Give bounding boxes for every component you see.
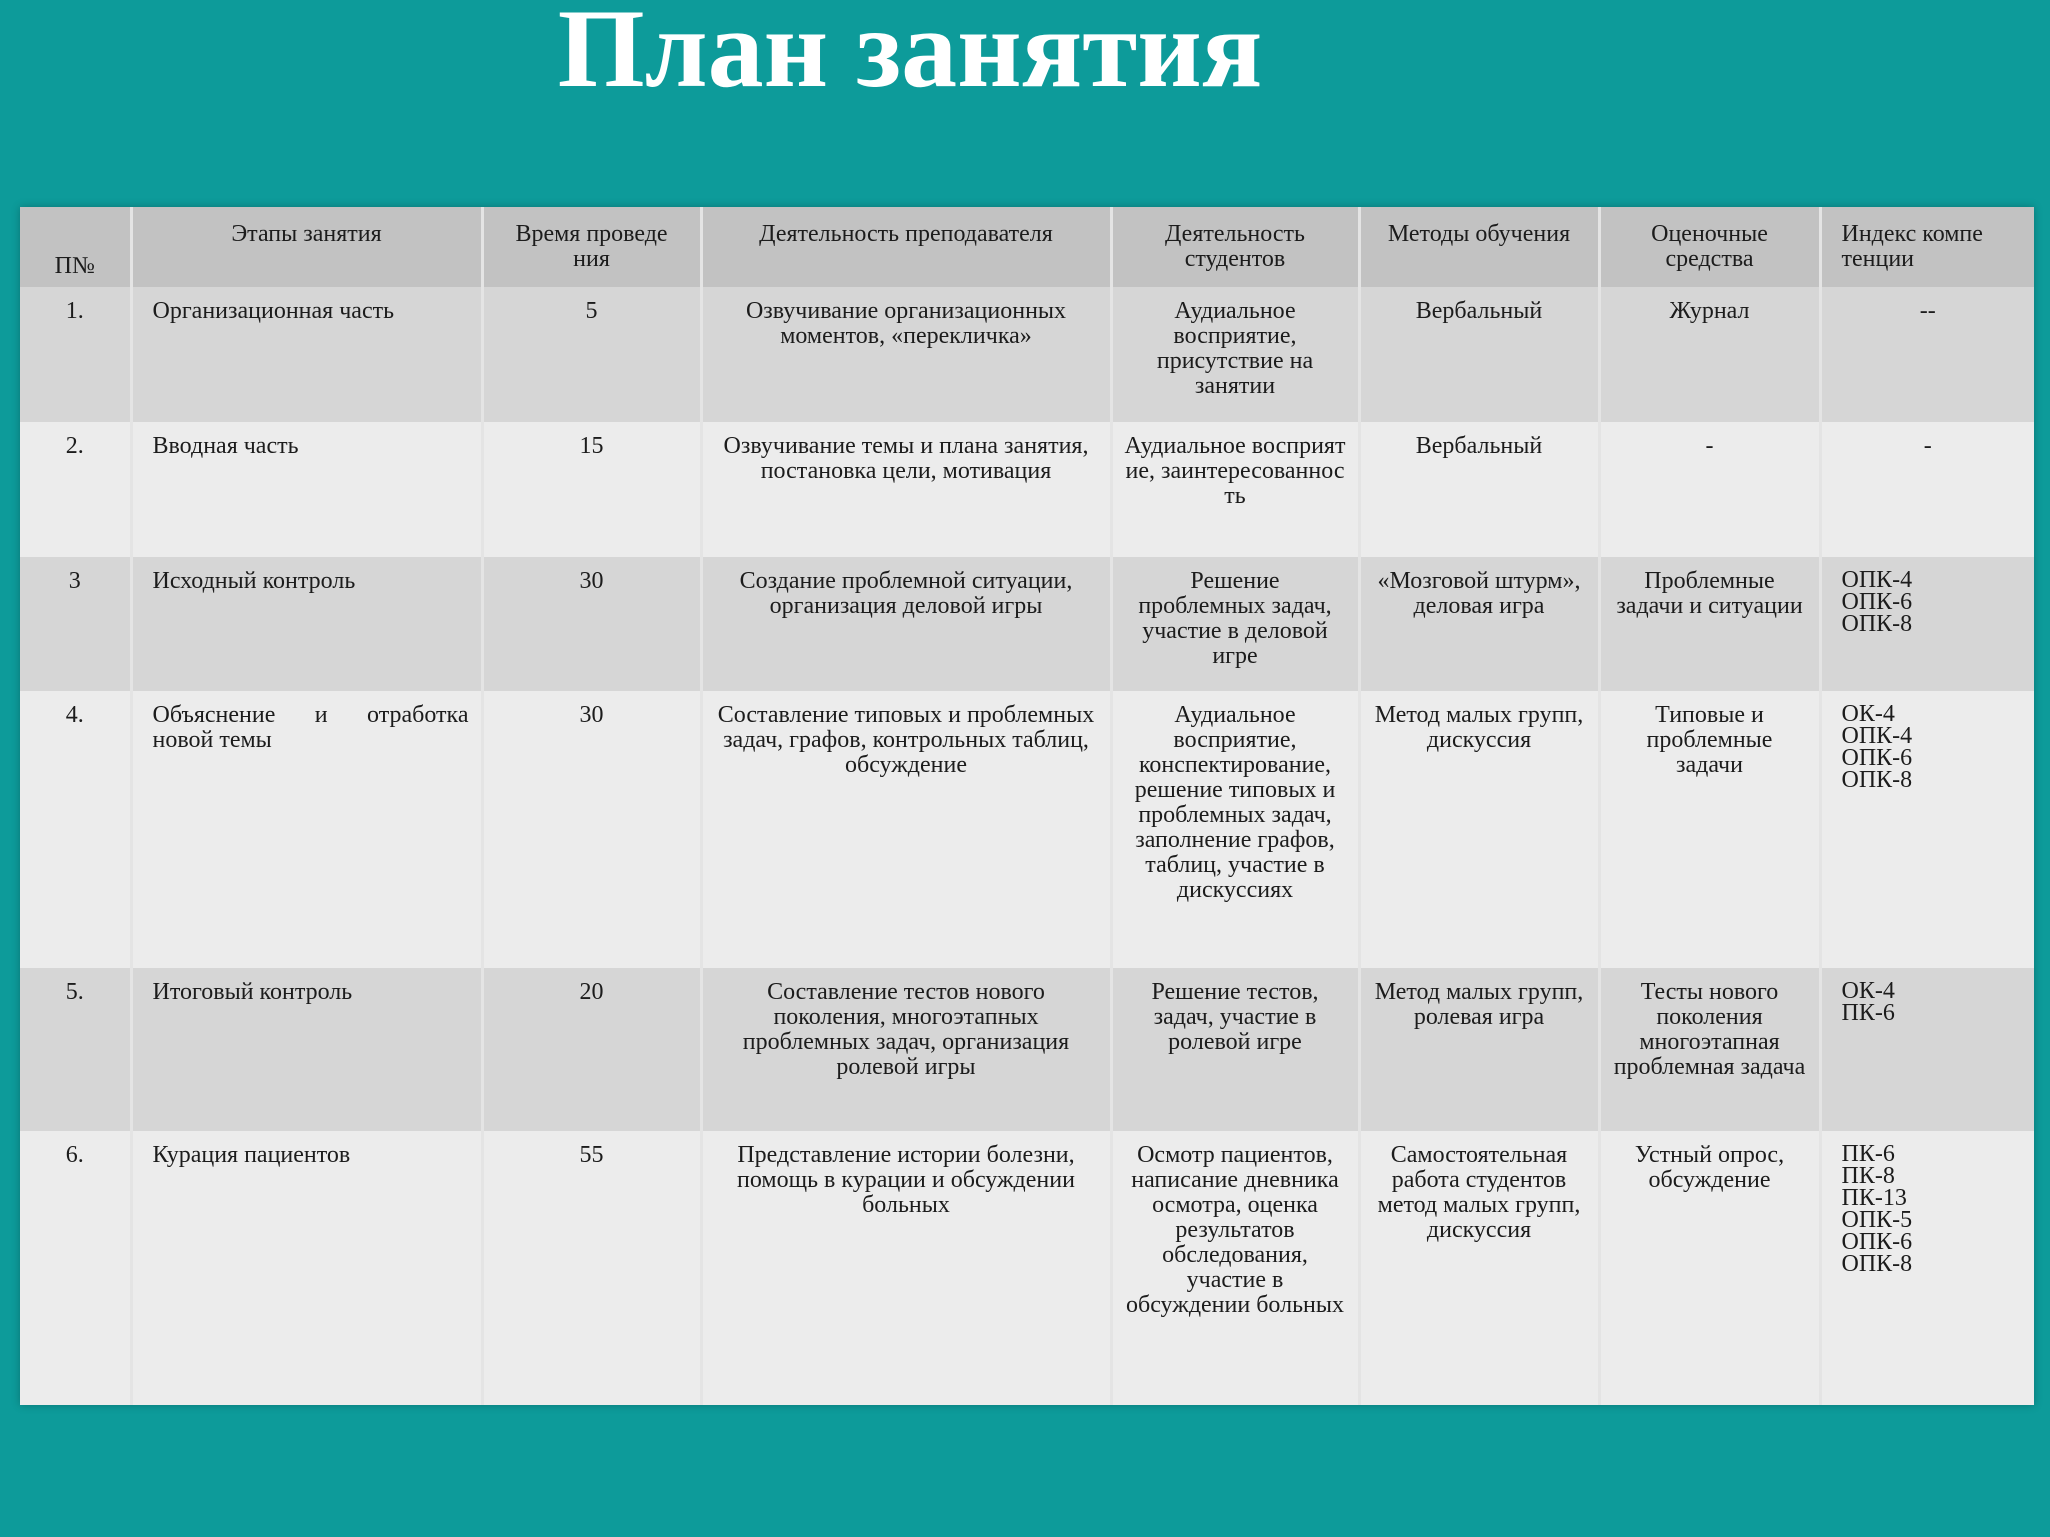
- header-stage: Этапы занятия: [131, 207, 482, 287]
- cell-assessment: Тесты нового поколения многоэтапная проблемная задача: [1599, 968, 1820, 1131]
- cell-teacher-activity: Составление типовых и проблемных задач, графов, контрольных таблиц, обсуждение: [701, 691, 1111, 968]
- table-header-row: [20, 207, 2034, 287]
- cell-student-activity: Решение проблемных задач, участие в деловой игре: [1111, 557, 1359, 691]
- header-assessment: Оценочные средства: [1599, 207, 1820, 287]
- cell-student-activity: Решение тестов, задач, участие в ролевой игре: [1111, 968, 1359, 1131]
- cell-time: 55: [482, 1131, 701, 1405]
- cell-student-activity: Осмотр пациентов, написание дневника осмотра, оценка результатов обследования, участие в обсуждении больных: [1111, 1131, 1359, 1405]
- cell-stage: Исходный контроль: [131, 557, 482, 691]
- lesson-plan-sheet: [20, 207, 2034, 1405]
- table-row: [20, 557, 2034, 691]
- cell-teacher-activity: Озвучивание темы и плана занятия, постановка цели, мотивация: [701, 422, 1111, 557]
- cell-time: 15: [482, 422, 701, 557]
- cell-number: 4.: [20, 691, 131, 968]
- cell-student-activity: Аудиальное восприятие, заинтересованность: [1111, 422, 1359, 557]
- cell-time: 30: [482, 557, 701, 691]
- cell-competence: ОК-4 ОПК-4 ОПК-6 ОПК-8: [1841, 701, 1913, 793]
- header-student-activity: Деятельность студентов: [1111, 207, 1359, 287]
- lesson-plan-table: [20, 207, 2034, 1405]
- cell-teacher-activity: Озвучивание организационных моментов, «перекличка»: [701, 287, 1111, 422]
- header-methods: Методы обучения: [1359, 207, 1599, 287]
- header-teacher-activity: Деятельность преподавателя: [701, 207, 1111, 287]
- table-row: [20, 1131, 2034, 1405]
- table-row: [20, 968, 2034, 1131]
- cell-stage: Организационная часть: [131, 287, 482, 422]
- cell-methods: Метод малых групп, дискуссия: [1359, 691, 1599, 968]
- header-time: Время проведе ния: [482, 207, 701, 287]
- cell-number: 6.: [20, 1131, 131, 1405]
- cell-methods: Самостоятельная работа студентов метод малых групп, дискуссия: [1359, 1131, 1599, 1405]
- cell-time: 20: [482, 968, 701, 1131]
- cell-assessment: Проблемные задачи и ситуации: [1599, 557, 1820, 691]
- cell-stage: Вводная часть: [131, 422, 482, 557]
- table-row: [20, 287, 2034, 422]
- cell-competence: ОК-4 ПК-6: [1841, 978, 1895, 1026]
- cell-assessment: Журнал: [1599, 287, 1820, 422]
- cell-assessment: Типовые и проблемные задачи: [1599, 691, 1820, 968]
- cell-methods: Вербальный: [1359, 422, 1599, 557]
- page-title: План занятия: [557, 0, 1263, 111]
- cell-number: 2.: [20, 422, 131, 557]
- cell-assessment: Устный опрос, обсуждение: [1599, 1131, 1820, 1405]
- table-row: [20, 422, 2034, 557]
- cell-number: 1.: [20, 287, 131, 422]
- cell-teacher-activity: Составление тестов нового поколения, многоэтапных проблемных задач, организация ролевой игры: [701, 968, 1111, 1131]
- cell-number: 5.: [20, 968, 131, 1131]
- cell-assessment: -: [1599, 422, 1820, 557]
- cell-methods: Метод малых групп, ролевая игра: [1359, 968, 1599, 1131]
- header-competence: Индекс компе тенции: [1841, 221, 1983, 272]
- cell-teacher-activity: Представление истории болезни, помощь в курации и обсуждении больных: [701, 1131, 1111, 1405]
- cell-number: 3: [20, 557, 131, 691]
- cell-student-activity: Аудиальное восприятие, присутствие на занятии: [1111, 287, 1359, 422]
- cell-competence: ПК-6 ПК-8 ПК-13 ОПК-5 ОПК-6 ОПК-8: [1841, 1141, 1913, 1277]
- header-number: П№: [20, 207, 131, 287]
- cell-time: 30: [482, 691, 701, 968]
- cell-methods: Вербальный: [1359, 287, 1599, 422]
- cell-teacher-activity: Создание проблемной ситуации, организация деловой игры: [701, 557, 1111, 691]
- cell-time: 5: [482, 287, 701, 422]
- cell-methods: «Мозговой штурм», деловая игра: [1359, 557, 1599, 691]
- cell-competence: -: [1923, 433, 1932, 459]
- cell-stage: Курация пациентов: [131, 1131, 482, 1405]
- cell-student-activity: Аудиальное восприятие, конспектирование, решение типовых и проблемных задач, заполнение графов, таблиц, участие в дискуссиях: [1111, 691, 1359, 968]
- cell-stage: Объяснение и отработка новой темы: [131, 691, 482, 968]
- cell-competence: ОПК-4 ОПК-6 ОПК-8: [1841, 567, 1913, 637]
- cell-stage: Итоговый контроль: [131, 968, 482, 1131]
- table-row: [20, 691, 2034, 968]
- cell-competence: --: [1919, 298, 1936, 324]
